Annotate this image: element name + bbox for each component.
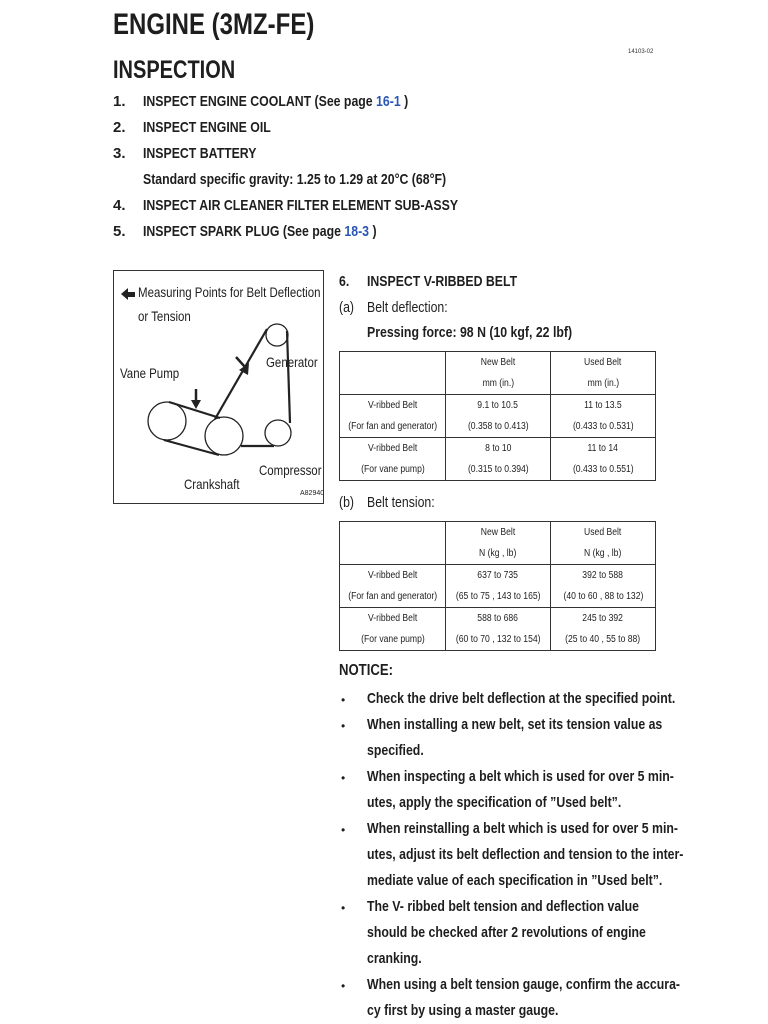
table-cell: V-ribbed Belt (For fan and generator) — [340, 565, 446, 608]
table-row — [340, 608, 656, 651]
compressor-pulley — [265, 420, 291, 446]
notice-item: When inspecting a belt which is used for over 5 min- utes, apply the specification of ”Used belt”. — [367, 768, 674, 811]
table-cell: 9.1 to 10.5 (0.358 to 0.413) — [446, 395, 551, 438]
table-header-cell: Used Belt mm (in.) — [551, 352, 656, 395]
document-id: 14103-02 — [628, 49, 654, 55]
table-row — [340, 565, 656, 608]
table-cell: 392 to 588 (40 to 60 , 88 to 132) — [551, 565, 656, 608]
measuring-point-arrow-icon — [191, 389, 201, 409]
step-battery: INSPECT BATTERY — [143, 145, 257, 162]
bullet-icon: • — [341, 979, 346, 993]
item-label: (b) — [339, 494, 355, 511]
legend-label: or Tension — [138, 308, 191, 324]
deflection-table — [339, 351, 656, 481]
vane-pump-pulley — [148, 402, 186, 440]
bullet-icon: • — [341, 901, 346, 915]
table-row — [340, 438, 656, 481]
table-cell: 8 to 10 (0.315 to 0.394) — [446, 438, 551, 481]
label-compressor: Compressor — [259, 462, 322, 478]
crankshaft-pulley — [205, 417, 243, 455]
table-header-cell: Used Belt N (kg , lb) — [551, 522, 656, 565]
table-header-cell — [340, 352, 446, 395]
belt-diagram — [113, 270, 324, 504]
page-link-18-3[interactable]: 18-3 — [344, 223, 370, 240]
bullet-icon: • — [341, 823, 346, 837]
tension-table — [339, 521, 656, 651]
bullet-icon: • — [341, 771, 346, 785]
belt-tension-heading: Belt tension: — [367, 494, 435, 511]
step-number: 4. — [113, 197, 126, 214]
table-cell: V-ribbed Belt (For fan and generator) — [340, 395, 446, 438]
step-air-cleaner: INSPECT AIR CLEANER FILTER ELEMENT SUB-ASSY — [143, 197, 459, 214]
page-link-16-1[interactable]: 16-1 — [376, 93, 401, 110]
label-crankshaft: Crankshaft — [184, 476, 240, 492]
step-coolant: INSPECT ENGINE COOLANT (See page 16-1 ) — [143, 93, 409, 110]
bullet-icon: • — [341, 693, 346, 707]
table-header-row — [340, 352, 656, 395]
step-v-ribbed-belt: INSPECT V-RIBBED BELT — [367, 273, 518, 290]
step-number: 3. — [113, 145, 126, 162]
section-heading: INSPECTION — [113, 56, 236, 84]
belt-deflection-heading: Belt deflection: — [367, 299, 448, 316]
notice-item: The V- ribbed belt tension and deflection value should be checked after 2 revolutions of engine cranking. — [367, 898, 646, 967]
step-spark-plug: INSPECT SPARK PLUG (See page 18-3 ) — [143, 223, 377, 240]
table-row — [340, 395, 656, 438]
table-cell: 11 to 14 (0.433 to 0.551) — [551, 438, 656, 481]
table-header-cell — [340, 522, 446, 565]
table-cell: 245 to 392 (25 to 40 , 55 to 88) — [551, 608, 656, 651]
pressing-force-spec: Pressing force: 98 N (10 kgf, 22 lbf) — [367, 324, 573, 341]
table-cell: V-ribbed Belt (For vane pump) — [340, 438, 446, 481]
figure-id: A82940 — [300, 490, 325, 497]
table-header-row — [340, 522, 656, 565]
step-number: 5. — [113, 223, 126, 240]
table-header-cell: New Belt N (kg , lb) — [446, 522, 551, 565]
label-vane-pump: Vane Pump — [120, 365, 180, 381]
legend-arrow-icon — [121, 288, 135, 300]
table-header-cell: New Belt mm (in.) — [446, 352, 551, 395]
bullet-icon: • — [341, 719, 346, 733]
table-cell: 637 to 735 (65 to 75 , 143 to 165) — [446, 565, 551, 608]
item-label: (a) — [339, 299, 355, 316]
notice-item: When reinstalling a belt which is used for over 5 min- utes, adjust its belt deflection and tension to the inter- mediate value of each specification in ”Used belt”. — [367, 820, 684, 889]
v-ribbed-belts — [164, 329, 290, 455]
battery-spec: Standard specific gravity: 1.25 to 1.29 at 20°C (68°F) — [143, 171, 447, 188]
notice-item: Check the drive belt deflection at the specified point. — [367, 690, 676, 707]
step-engine-oil: INSPECT ENGINE OIL — [143, 119, 271, 136]
notice-item: When using a belt tension gauge, confirm the accura- cy first by using a master gauge. — [367, 976, 681, 1019]
step-number: 1. — [113, 93, 126, 110]
label-generator: Generator — [266, 354, 318, 370]
notice-item: When installing a new belt, set its tension value as specified. — [367, 716, 663, 759]
table-cell: 588 to 686 (60 to 70 , 132 to 154) — [446, 608, 551, 651]
step-number: 2. — [113, 119, 126, 136]
legend-label: Measuring Points for Belt Deflection — [138, 284, 321, 300]
step-number: 6. — [339, 273, 350, 290]
table-cell: 11 to 13.5 (0.433 to 0.531) — [551, 395, 656, 438]
generator-pulley — [266, 324, 288, 346]
page-title: ENGINE (3MZ-FE) — [113, 8, 315, 41]
table-cell: V-ribbed Belt (For vane pump) — [340, 608, 446, 651]
notice-heading: NOTICE: — [339, 662, 393, 679]
